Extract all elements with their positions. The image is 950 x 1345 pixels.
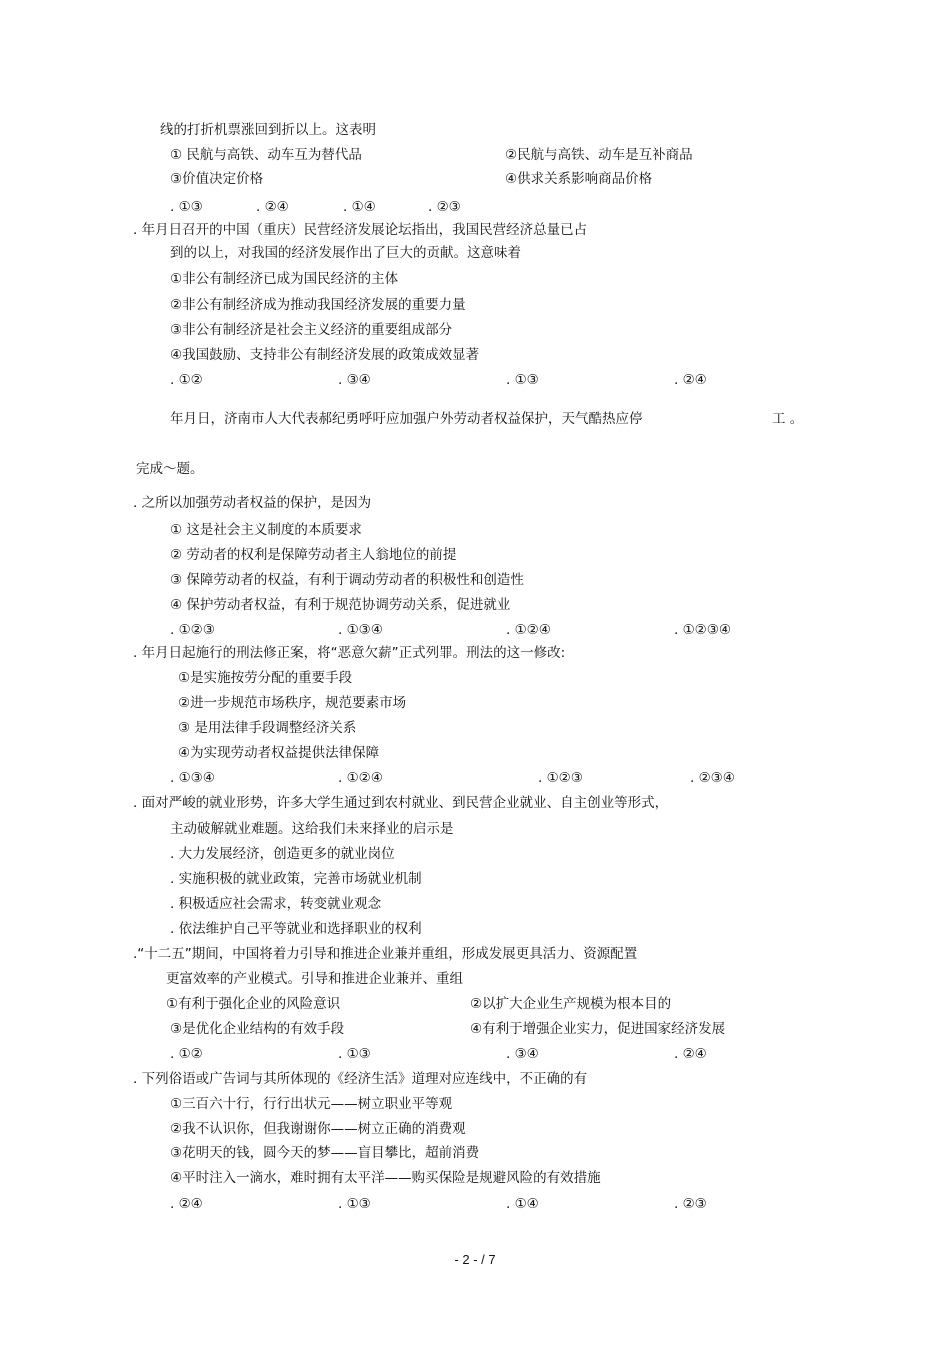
statement-item: ③非公有制经济是社会主义经济的重要组成部分 <box>170 322 453 338</box>
answer-choice: . 积极适应社会需求，转变就业观念 <box>170 896 382 912</box>
statement-item: ① 这是社会主义制度的本质要求 <box>170 522 362 538</box>
statement-item: ④ 保护劳动者权益，有利于规范协调劳动关系，促进就业 <box>170 597 511 613</box>
material-text-tail: 工 。 <box>772 411 804 427</box>
answer-choice: . ①②③ <box>170 622 215 638</box>
answer-choice: . ①③④ <box>338 622 383 638</box>
statement-item: ④有利于增强企业实力，促进国家经济发展 <box>470 1021 726 1037</box>
answer-choice: . ②③ <box>674 1196 707 1212</box>
question-stem: 线的打折机票涨回到折以上。这表明 <box>160 122 376 138</box>
answer-choice: . ②④ <box>256 199 289 215</box>
statement-item: ②民航与高铁、动车是互补商品 <box>505 147 693 163</box>
statement-item: ④为实现劳动者权益提供法律保障 <box>178 745 380 761</box>
material-text: 年月日，济南市人大代表郝纪勇呼吁应加强户外劳动者权益保护，天气酷热应停 <box>170 411 643 427</box>
statement-item: ④供求关系影响商品价格 <box>505 171 653 187</box>
answer-choice: . ①② <box>170 1046 203 1062</box>
statement-item: ③ 是用法律手段调整经济关系 <box>178 720 357 736</box>
answer-choice: . ①③ <box>170 199 203 215</box>
statement-item: ①有利于强化企业的风险意识 <box>166 996 341 1012</box>
answer-choice: . 大力发展经济，创造更多的就业岗位 <box>170 846 395 862</box>
answer-choice: . 实施积极的就业政策，完善市场就业机制 <box>170 871 422 887</box>
statement-item: ②非公有制经济成为推动我国经济发展的重要力量 <box>170 297 466 313</box>
question-stem: .“十二五”期间，中国将着力引导和推进企业兼并重组，形成发展更具活力、资源配置 <box>133 946 638 962</box>
statement-item: ③是优化企业结构的有效手段 <box>170 1021 345 1037</box>
statement-item: ①非公有制经济已成为国民经济的主体 <box>170 271 399 287</box>
question-stem: . 年月日召开的中国（重庆）民营经济发展论坛指出，我国民营经济总量已占 <box>133 222 588 238</box>
statement-item: ②以扩大企业生产规模为根本目的 <box>470 996 672 1012</box>
statement-item: ②我不认识你，但我谢谢你——树立正确的消费观 <box>170 1121 466 1137</box>
answer-choice: . ①③④ <box>170 770 215 786</box>
answer-choice: . ③④ <box>338 372 371 388</box>
statement-item: ①三百六十行，行行出状元——树立职业平等观 <box>170 1096 453 1112</box>
answer-choice: . ②④ <box>674 372 707 388</box>
answer-choice: . ①③ <box>506 372 539 388</box>
statement-item: ② 劳动者的权利是保障劳动者主人翁地位的前提 <box>170 547 457 563</box>
statement-item: ②进一步规范市场秩序，规范要素市场 <box>178 695 407 711</box>
answer-choice: . ①②③ <box>538 770 583 786</box>
statement-item: ③ 保障劳动者的权益，有利于调动劳动者的积极性和创造性 <box>170 572 524 588</box>
answer-choice: . ②③ <box>428 199 461 215</box>
question-stem: . 下列俗语或广告词与其所体现的《经济生活》道理对应连线中，不正确的有 <box>133 1071 588 1087</box>
question-stem: 到的以上，对我国的经济发展作出了巨大的贡献。这意味着 <box>170 245 521 261</box>
answer-choice: . ②④ <box>170 1196 203 1212</box>
instruction-text: 完成～题。 <box>136 461 204 477</box>
question-stem: . 年月日起施行的刑法修正案，将“恶意欠薪”正式列罪。刑法的这一修改: <box>133 645 566 661</box>
answer-choice: . ①②④ <box>338 770 383 786</box>
question-stem: 更富效率的产业模式。引导和推进企业兼并、重组 <box>166 971 463 987</box>
answer-choice: . ①④ <box>506 1196 539 1212</box>
statement-item: ④我国鼓励、支持非公有制经济发展的政策成效显著 <box>170 347 480 363</box>
statement-item: ①是实施按劳分配的重要手段 <box>178 670 353 686</box>
statement-item: ③花明天的钱，圆今天的梦——盲目攀比，超前消费 <box>170 1145 480 1161</box>
answer-choice: . ③④ <box>506 1046 539 1062</box>
question-stem: 主动破解就业难题。这给我们未来择业的启示是 <box>170 821 454 837</box>
answer-choice: . 依法维护自己平等就业和选择职业的权利 <box>170 921 422 937</box>
answer-choice: . ①②③④ <box>674 622 731 638</box>
answer-choice: . ①② <box>170 372 203 388</box>
answer-choice: . ①②④ <box>506 622 551 638</box>
statement-item: ① 民航与高铁、动车互为替代品 <box>170 147 362 163</box>
answer-choice: . ①③ <box>338 1196 371 1212</box>
statement-item: ④平时注入一滴水，难时拥有太平洋——购买保险是规避风险的有效措施 <box>170 1170 601 1186</box>
answer-choice: . ②④ <box>674 1046 707 1062</box>
page-number: - 2 - / 7 <box>454 1252 496 1267</box>
answer-choice: . ①④ <box>343 199 376 215</box>
question-stem: . 面对严峻的就业形势，许多大学生通过到农村就业、到民营企业就业、自主创业等形式， <box>133 795 669 811</box>
answer-choice: . ①③ <box>338 1046 371 1062</box>
answer-choice: . ②③④ <box>690 770 735 786</box>
statement-item: ③价值决定价格 <box>170 171 264 187</box>
question-stem: . 之所以加强劳动者权益的保护，是因为 <box>133 495 372 511</box>
